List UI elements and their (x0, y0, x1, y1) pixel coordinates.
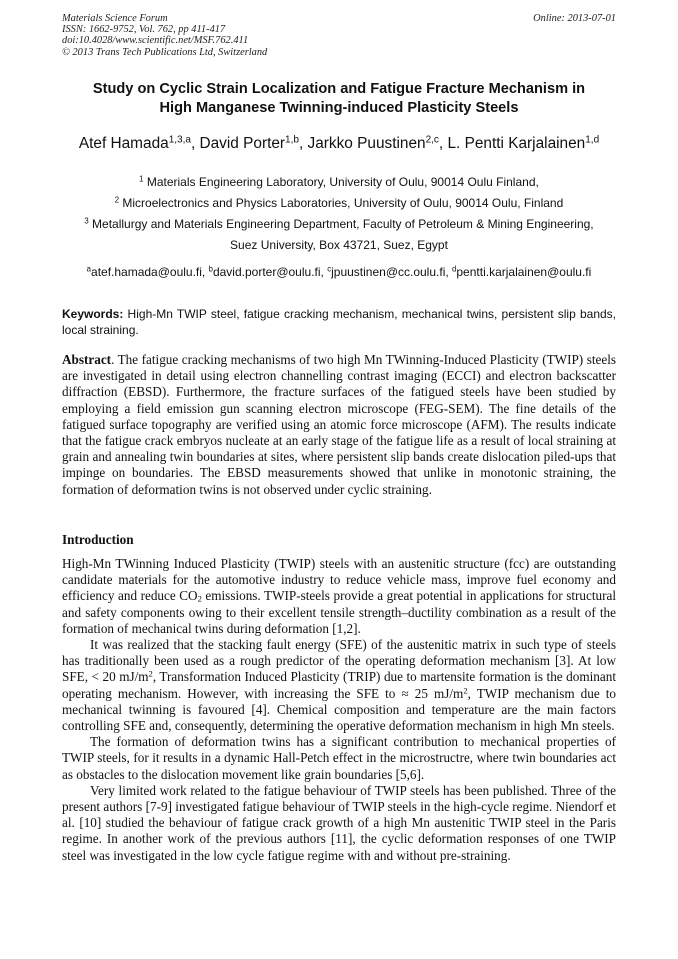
author-separator: , (438, 135, 448, 152)
paragraph-text: , Transformation Induced Plasticity (TRIP) due to martensite formation is the dominant operating mechanism. However, with increasing the SFE to ≈ 25 mJ/m (62, 669, 616, 701)
issn: ISSN: 1662-9752, Vol. 762, pp 411-417 (62, 24, 226, 36)
affiliation-text: Metallurgy and Materials Engineering Department, Faculty of Petroleum & Mining Engineering, (92, 217, 594, 231)
paragraph-text: It was realized that the stacking fault energy (SFE) of the austenitic matrix in such type of steels has traditionally been used as a rough predictor of the operating deformation mechanism [3]. At low SFE, < 20 mJ/m (62, 637, 616, 685)
author-affiliation-mark: 1,3,a (168, 134, 191, 146)
paragraph: Very limited work related to the fatigue behaviour of TWIP steels has been published. Three of the present authors [7-9] investigated fatigue behaviour of TWIP steels in the high-cycle regime. Niendorf et al. [10] studied the behaviour of fatigue crack growth of a high Mn austenitic TWIP steel in the Paris regime. In another work of the previous authors [11], the cyclic deformation responses of one TWIP steel was investigated in the low cycle fatigue regime with and without pre-straining. (62, 782, 616, 863)
online-date: Online: 2013-07-01 (533, 13, 616, 24)
email-link[interactable]: david.porter@oulu.fi, (212, 265, 328, 279)
superscript: 2 (463, 684, 468, 695)
email-line (30, 265, 648, 280)
affiliation-text: Materials Engineering Laboratory, University of Oulu, 90014 Oulu Finland, (146, 175, 539, 189)
copyright: © 2013 Trans Tech Publications Ltd, Switzerland (62, 46, 268, 58)
superscript: 2 (148, 668, 153, 679)
author-affiliation-mark: 1,d (585, 134, 600, 146)
introduction-body (62, 556, 616, 864)
author-affiliation-mark: 2,c (425, 134, 439, 146)
subscript: 2 (197, 594, 202, 605)
paragraph (62, 637, 616, 734)
email-link[interactable]: jpuustinen@cc.oulu.fi, (331, 265, 453, 279)
affiliation-number: 1 (139, 174, 144, 184)
title-line-2: High Manganese Twinning-induced Plasticity Steels (159, 100, 519, 116)
affiliation-number: 3 (84, 216, 89, 226)
author-name: David Porter (199, 135, 286, 152)
affiliation-text: Suez University, Box 43721, Suez, Egypt (230, 238, 448, 252)
affiliation-text: Microelectronics and Physics Laboratories, University of Oulu, 90014 Oulu, Finland (122, 196, 564, 210)
paper-title (40, 80, 638, 118)
affiliation-2 (30, 196, 648, 211)
email-link[interactable]: atef.hamada@oulu.fi, (91, 265, 209, 279)
affiliation-3-continued (30, 238, 648, 253)
author-separator: , (190, 135, 200, 152)
email-mark: a (86, 264, 92, 274)
email-mark: c (327, 264, 332, 274)
journal-name: Materials Science Forum (62, 13, 168, 24)
abstract-label: Abstract (62, 352, 112, 367)
journal-header (62, 13, 616, 58)
author-name: Atef Hamada (78, 135, 169, 152)
author-list (30, 134, 648, 154)
paragraph-text: High-Mn TWinning Induced Plasticity (TWIP) steels with an austenitic structure (fcc) are outstanding candidate materials for the automotive industry to reduce vehicle mass, improve fuel economy and efficiency and reduce CO (62, 556, 616, 604)
section-heading-introduction: Introduction (62, 532, 134, 547)
author-name: Jarkko Puustinen (307, 135, 426, 152)
author-name: L. Pentti Karjalainen (447, 135, 586, 152)
abstract (62, 352, 616, 498)
abstract-text: . The fatigue cracking mechanisms of two high Mn TWinning-Induced Plasticity (TWIP) steels are investigated in detail using electron channelling contrast imaging (ECCI) and electron backscatter diffraction (EBSD). Furthermore, the fracture surfaces of the fatigued steels have been studied by employing a field emission gun scanning electron microscope (FEG-SEM). The fine details of the fatigued surface topography are verified using an atomic force microscope (AFM). The results indicate that the fatigue crack embryos nucleate at an early stage of the fatigue life as a result of local straining at grain and annealing twin boundaries at sites, where persistent slip bands create dislocation piled-ups that impinge on boundaries. The EBSD measurements showed that unlike in monotonic straining, the formation of deformation twins is not observed under cyclic straining. (62, 352, 616, 497)
title-line-1: Study on Cyclic Strain Localization and Fatigue Fracture Mechanism in (92, 81, 586, 97)
paragraph: The formation of deformation twins has a significant contribution to mechanical properties of TWIP steels, for it results in a dynamic Hall-Petch effect in the microstructre, where twin boundaries act as obstacles to the dislocation movement like grain boundaries [5,6]. (62, 734, 616, 782)
doi: doi:10.4028/www.scientific.net/MSF.762.411 (62, 35, 249, 47)
affiliation-number: 2 (114, 195, 120, 205)
email-mark: b (208, 264, 213, 274)
paragraph (62, 556, 616, 637)
keywords-text: High-Mn TWIP steel, fatigue cracking mechanism, mechanical twins, persistent slip bands, local straining. (62, 307, 616, 337)
paragraph-text: , TWIP mechanism due to mechanical twinning is favoured [4]. Chemical composition and temperature are the main factors controlling SFE and, consequently, determining the operative deformation mechanism in high Mn steels. (62, 685, 616, 734)
affiliation-3 (30, 217, 648, 232)
affiliation-1 (30, 175, 648, 190)
author-affiliation-mark: 1,b (285, 134, 299, 146)
author-separator: , (298, 135, 308, 152)
email-link[interactable]: pentti.karjalainen@oulu.fi (456, 265, 592, 279)
keywords-label: Keywords: (62, 307, 124, 321)
keywords (62, 306, 616, 338)
paragraph-text: emissions. TWIP-steels provide a great potential in applications for structural and safety components owing to their excellent tensile strength–ductility combination as a result of the formation of mechanical twins during deformation [1,2]. (62, 588, 616, 636)
email-mark: d (452, 264, 457, 274)
